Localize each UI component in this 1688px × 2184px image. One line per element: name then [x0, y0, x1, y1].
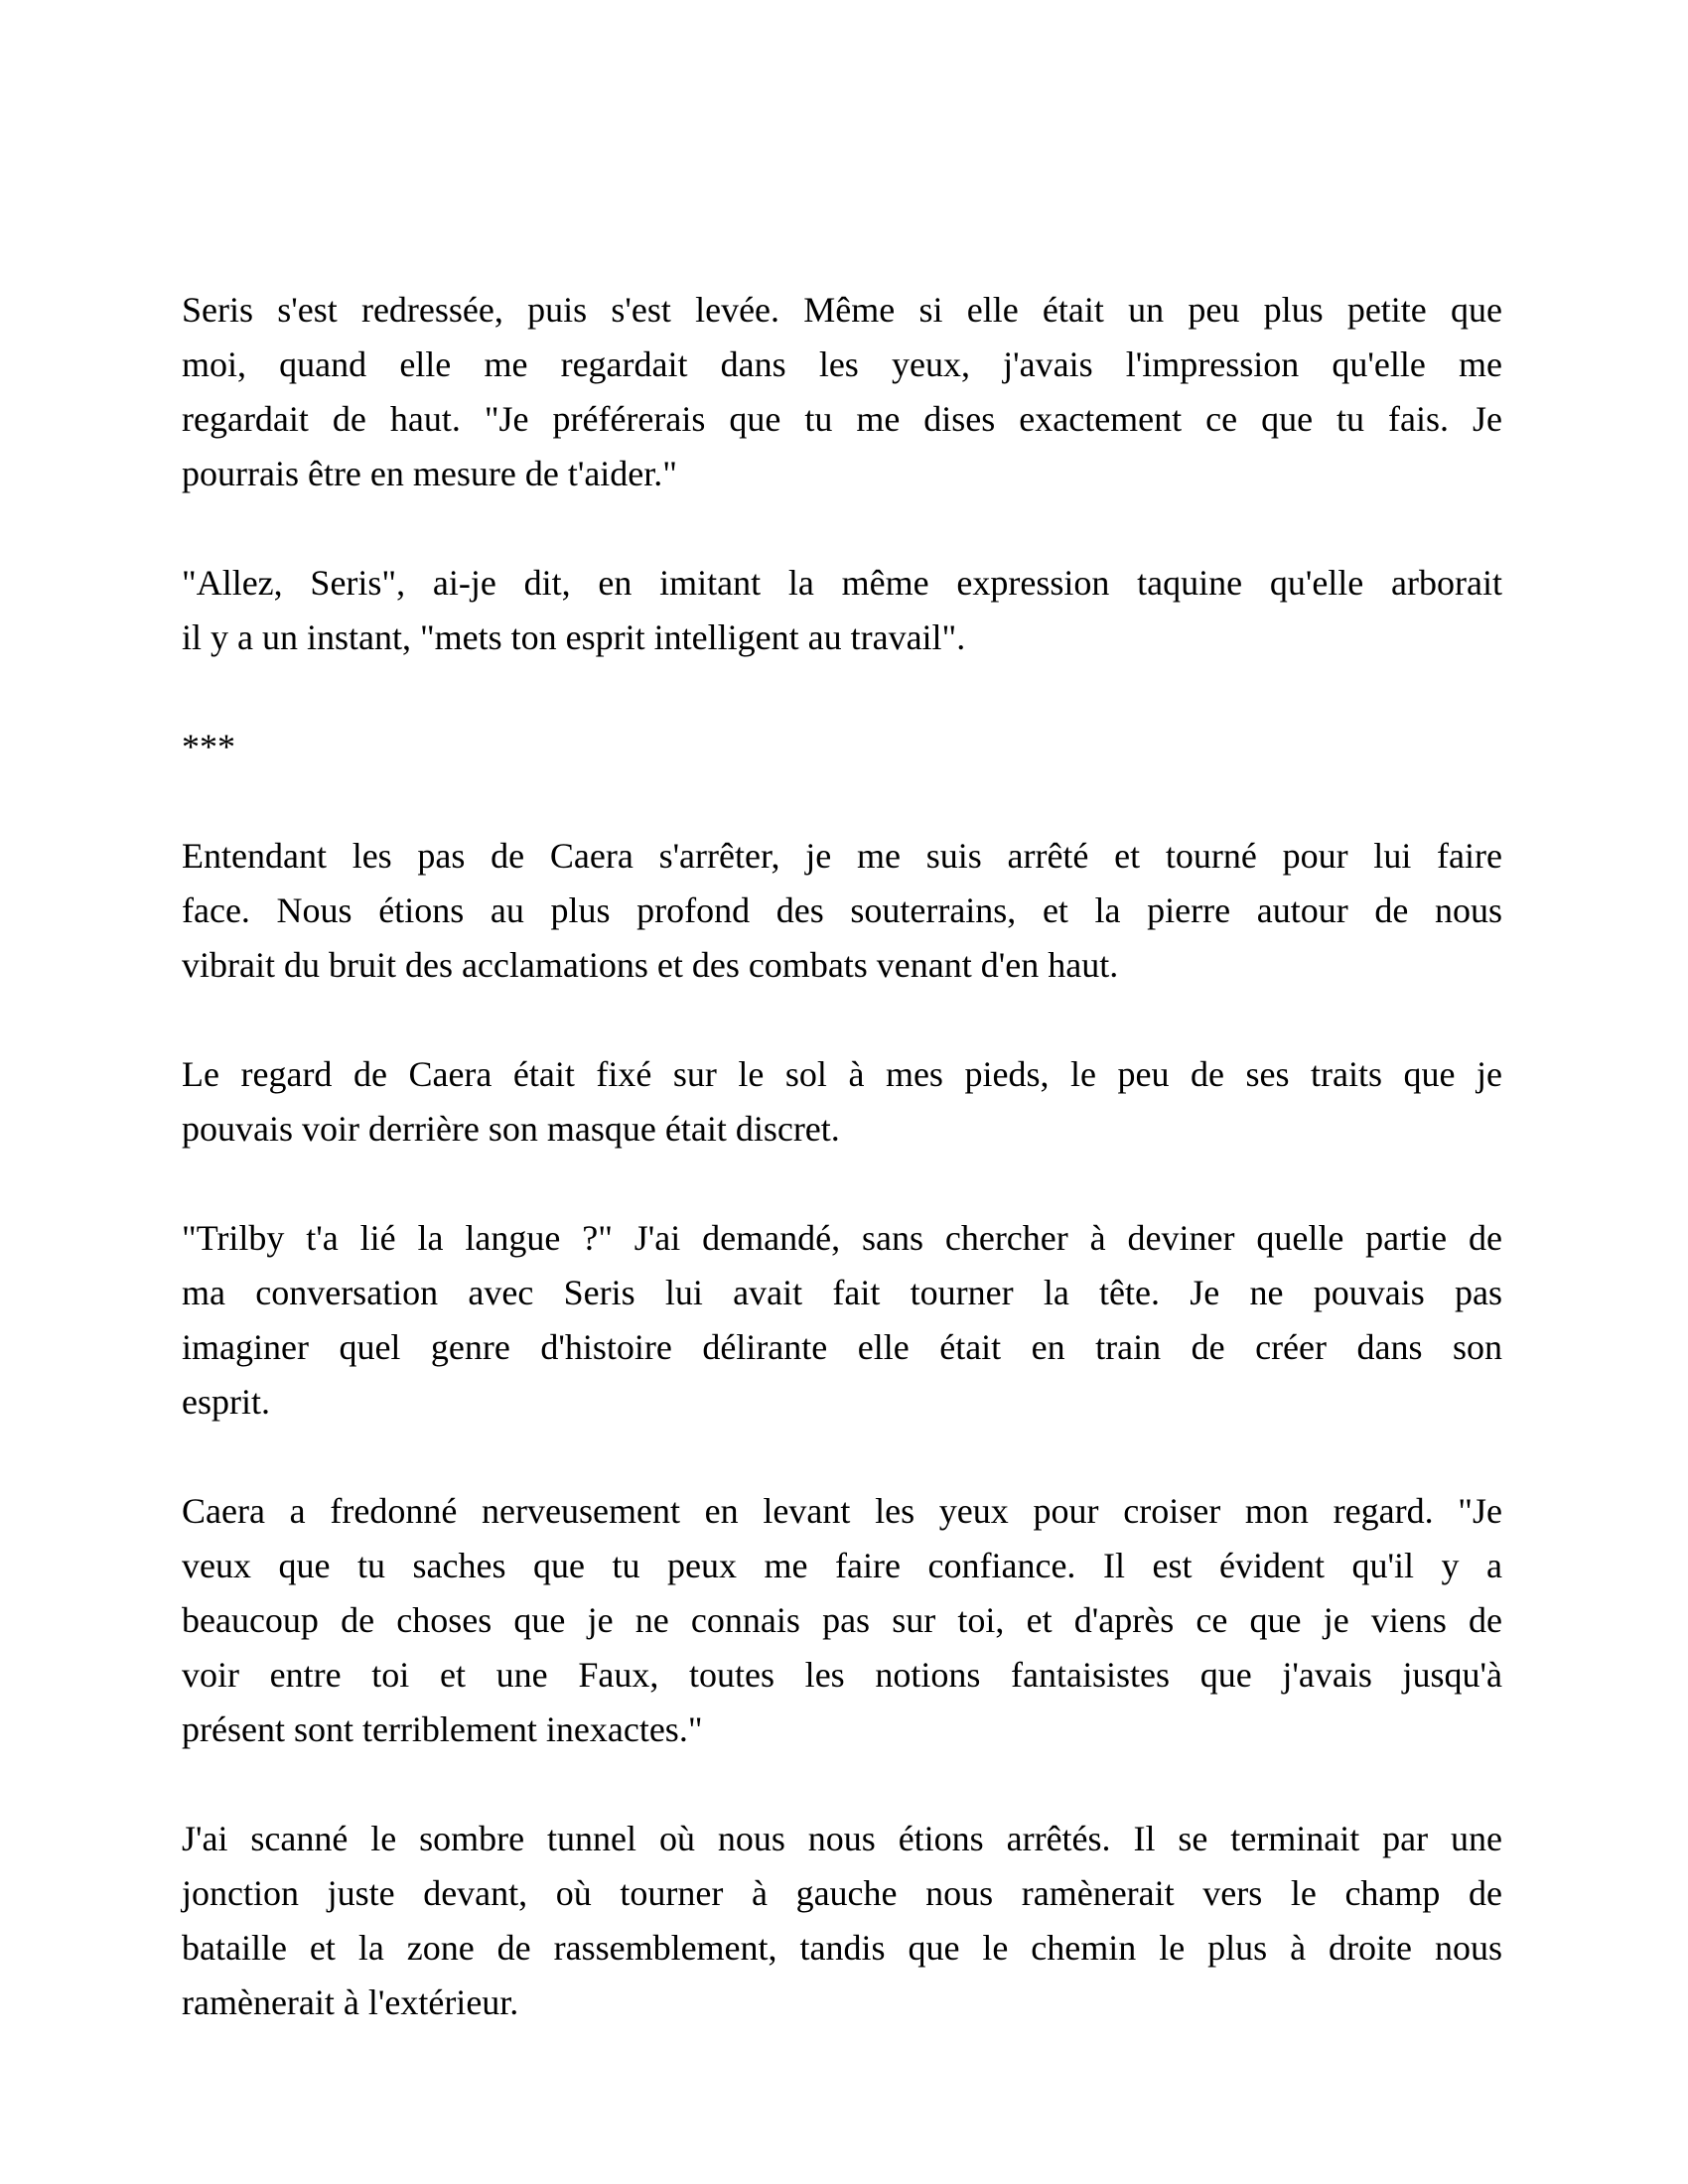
scene-separator: [182, 720, 1502, 774]
paragraph-4: [182, 1047, 1502, 1157]
text-line: jonction juste devant, où tourner à gauche nous ramènerait vers le champ de: [182, 1873, 1502, 1913]
text-line: il y a un instant, "mets ton esprit intelligent au travail".: [182, 617, 966, 657]
separator-asterisks: ***: [182, 727, 235, 766]
text-line: vibrait du bruit des acclamations et des combats venant d'en haut.: [182, 945, 1119, 985]
paragraph-2: [182, 556, 1502, 665]
text-line: ramènerait à l'extérieur.: [182, 1982, 519, 2022]
text-line: présent sont terriblement inexactes.": [182, 1709, 703, 1749]
text-line: Caera a fredonné nerveusement en levant les yeux pour croiser mon regard. "Je: [182, 1491, 1502, 1531]
paragraph-5: [182, 1211, 1502, 1430]
text-line: ma conversation avec Seris lui avait fait tourner la tête. Je ne pouvais pas: [182, 1273, 1502, 1312]
document-page: [182, 283, 1502, 2085]
text-line: pourrais être en mesure de t'aider.": [182, 454, 677, 493]
text-line: face. Nous étions au plus profond des souterrains, et la pierre autour de nous: [182, 890, 1502, 930]
text-line: moi, quand elle me regardait dans les yeux, j'avais l'impression qu'elle me: [182, 344, 1502, 384]
text-line: veux que tu saches que tu peux me faire confiance. Il est évident qu'il y a: [182, 1546, 1502, 1585]
text-line: Entendant les pas de Caera s'arrêter, je me suis arrêté et tourné pour lui faire: [182, 836, 1502, 876]
text-line: "Trilby t'a lié la langue ?" J'ai demandé, sans chercher à deviner quelle partie de: [182, 1218, 1502, 1258]
text-line: J'ai scanné le sombre tunnel où nous nous étions arrêtés. Il se terminait par une: [182, 1819, 1502, 1858]
text-line: regardait de haut. "Je préférerais que tu me dises exactement ce que tu fais. Je: [182, 399, 1502, 439]
text-line: "Allez, Seris", ai-je dit, en imitant la même expression taquine qu'elle arborait: [182, 563, 1502, 603]
paragraph-3: [182, 829, 1502, 993]
text-line: imaginer quel genre d'histoire délirante elle était en train de créer dans son: [182, 1327, 1502, 1367]
paragraph-7: [182, 1812, 1502, 2030]
text-line: pouvais voir derrière son masque était discret.: [182, 1109, 840, 1149]
text-line: voir entre toi et une Faux, toutes les notions fantaisistes que j'avais jusqu'à: [182, 1655, 1502, 1695]
text-line: beaucoup de choses que je ne connais pas sur toi, et d'après ce que je viens de: [182, 1600, 1502, 1640]
text-line: Le regard de Caera était fixé sur le sol à mes pieds, le peu de ses traits que je: [182, 1054, 1502, 1094]
paragraph-6: [182, 1484, 1502, 1757]
paragraph-1: [182, 283, 1502, 501]
text-line: bataille et la zone de rassemblement, tandis que le chemin le plus à droite nous: [182, 1928, 1502, 1968]
text-line: esprit.: [182, 1382, 270, 1422]
text-line: Seris s'est redressée, puis s'est levée. Même si elle était un peu plus petite que: [182, 290, 1502, 330]
